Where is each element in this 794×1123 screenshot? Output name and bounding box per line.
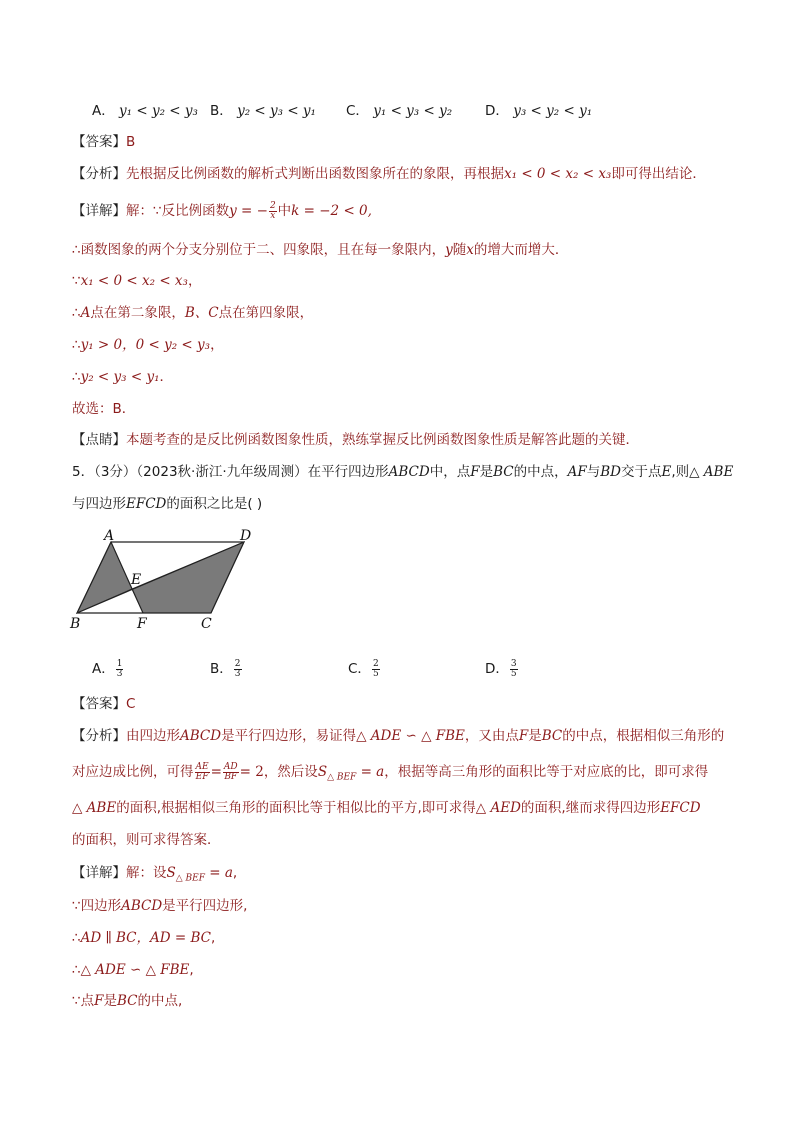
analysis-text: 由四边形 — [126, 728, 180, 744]
detail-tag: 【详解】 — [72, 203, 126, 219]
equals: = — [210, 764, 222, 780]
stem-text: 的中点， — [513, 464, 568, 480]
option-a-label: A． — [92, 661, 115, 677]
points-bc: B、C — [184, 305, 219, 321]
q4-answer — [72, 132, 135, 152]
analysis-text: 的中点，根据相似三角形的 — [562, 728, 725, 744]
detail-k: k = −2 < 0, — [291, 203, 372, 219]
detail-abcd: ABCD — [121, 898, 163, 914]
q4-choose: 故选：B． — [72, 401, 136, 417]
option-d-label: D． — [485, 103, 509, 119]
detail-text: , — [210, 930, 216, 946]
label-f: F — [137, 616, 147, 632]
option-a-expr: y₁ < y₂ < y₃ — [119, 103, 198, 119]
stem-abcd: ABCD — [388, 464, 430, 480]
quad-text-1: 点在第二象限， — [90, 305, 185, 321]
area-s: S — [166, 865, 176, 881]
detail-tag: 【详解】 — [72, 865, 126, 881]
analysis-text-end: 即可得出结论． — [611, 166, 706, 182]
since-symbol: ∵ — [72, 273, 81, 289]
option-c-expr: y₁ < y₃ < y₂ — [373, 103, 453, 119]
therefore-symbol: ∴ — [72, 305, 81, 321]
option-b-expr: y₂ < y₃ < y₁ — [237, 103, 316, 119]
answer-value: C — [126, 696, 136, 712]
option-b-label: B． — [210, 103, 233, 119]
q5-stem-line-1 — [72, 462, 733, 482]
stem-text: 与 — [586, 464, 601, 480]
quad-text-2: 点在第四象限， — [218, 305, 314, 321]
similar-triangles: △ ADE ∽ △ FBE — [80, 962, 190, 978]
detail-text: 是平行四边形, — [162, 898, 248, 914]
branches-text-1: ∴函数图象的两个分支分别位于二、四象限，且在每一象限内， — [72, 242, 446, 258]
analysis-bc: BC — [541, 728, 563, 744]
option-c — [346, 101, 452, 121]
option-b — [210, 659, 243, 679]
triangle-abe-shaded — [77, 542, 132, 613]
analysis-text: 是平行四边形，易证得 — [221, 728, 357, 744]
detail-text: 是 — [103, 993, 117, 1009]
stem-bc: BC — [493, 464, 514, 480]
detail-text: 的中点, — [137, 993, 183, 1009]
label-a: A — [104, 528, 115, 544]
stem-bd: BD — [600, 464, 621, 480]
analysis-text: 是 — [528, 728, 542, 744]
option-d-expr: y₃ < y₂ < y₁ — [513, 103, 593, 119]
analysis-text: 先根据反比例函数的解析式判断出函数图象所在的象限，再根据 — [126, 166, 504, 182]
option-d — [485, 101, 592, 121]
detail-func-fraction: $\frac{2}{x}$ — [269, 200, 276, 221]
q5-answer — [72, 694, 135, 714]
stem-text: 中，点 — [429, 464, 471, 480]
q4-branches-line — [72, 240, 568, 260]
option-d-fraction: $\frac{3}{5}$ — [510, 658, 517, 679]
analysis-abcd: ABCD — [180, 728, 222, 744]
option-d-label: D． — [485, 661, 509, 677]
triangle-abe: △ ABE — [72, 800, 117, 816]
answer-tag: 【答案】 — [72, 696, 126, 712]
area-s: S — [317, 764, 328, 780]
detail-text: 解：设 — [126, 865, 167, 881]
result-math: y₂ < y₃ < y₁ — [80, 369, 160, 385]
parallel-equal: AD ∥ BC，AD = BC — [80, 930, 211, 946]
analysis-tag: 【分析】 — [72, 728, 126, 744]
detail-f: F — [94, 993, 104, 1009]
q4-quadrant-line — [72, 303, 313, 323]
q5-detail-line-3 — [72, 928, 215, 948]
analysis-text: ，然后设 — [263, 764, 318, 780]
q5-detail-line-4 — [72, 960, 194, 980]
therefore-symbol: ∴ — [72, 369, 81, 385]
option-c-label: C． — [348, 661, 371, 677]
since-suffix: ， — [187, 273, 202, 289]
detail-func-lhs: y = − — [229, 203, 268, 219]
q5-analysis-line-1 — [72, 726, 724, 746]
q5-analysis-line-4: 的面积，则可求得答案． — [72, 832, 221, 848]
q4-analysis — [72, 164, 706, 184]
label-c: C — [201, 616, 212, 632]
analysis-math: x₁ < 0 < x₂ < x₃ — [504, 166, 612, 182]
area-value: = a — [356, 764, 385, 780]
since-math: x₁ < 0 < x₂ < x₃ — [80, 273, 188, 289]
y-math: y₁ > 0，0 < y₂ < y₃ — [80, 337, 211, 353]
comment-tag: 【点睛】 — [72, 432, 126, 448]
comment-text: 本题考查的是反比例函数图象性质，熟练掌握反比例函数图象性质是解答此题的关键． — [126, 432, 639, 448]
option-a-fraction: $\frac{1}{3}$ — [116, 658, 123, 679]
option-a-label: A． — [92, 103, 115, 119]
stem-e: E — [661, 464, 672, 480]
answer-tag: 【答案】 — [72, 134, 126, 150]
detail-text: , — [189, 962, 194, 978]
y-suffix: ， — [210, 337, 224, 353]
area-subscript: △ BEF — [175, 873, 205, 884]
therefore-symbol: ∴ — [72, 930, 81, 946]
area-subscript: △ BEF — [327, 772, 357, 783]
detail-text: ∵点 — [72, 993, 95, 1009]
analysis-text: ，又由点 — [464, 728, 519, 744]
q4-y-line — [72, 335, 224, 355]
option-d — [485, 659, 519, 679]
q4-since-line — [72, 271, 201, 291]
stem-af: AF — [567, 464, 587, 480]
option-a — [92, 659, 124, 679]
option-b-label: B． — [210, 661, 233, 677]
parallelogram-figure — [66, 526, 296, 636]
q4-detail — [72, 201, 372, 221]
q5-stem-line-2 — [72, 494, 262, 514]
option-b — [210, 101, 316, 121]
stem-text: 是 — [479, 464, 494, 480]
q5-analysis-line-2 — [72, 762, 708, 788]
detail-intro: 解：∵反比例函数 — [126, 203, 230, 219]
detail-bc: BC — [116, 993, 138, 1009]
detail-mid: 中 — [277, 203, 292, 219]
q5-detail-line-2 — [72, 896, 247, 916]
area-value: = a — [204, 865, 233, 881]
quad-efcd: EFCD — [660, 800, 701, 816]
result-suffix: ． — [159, 369, 173, 385]
option-a — [92, 101, 198, 121]
label-e: E — [131, 572, 142, 588]
stem-text: 5．（3分）（2023秋·浙江·九年级周测）在平行四边形 — [72, 464, 389, 480]
branches-text-2: 随 — [452, 242, 467, 258]
stem-f: F — [470, 464, 480, 480]
analysis-similar: △ ADE ∽ △ FBE — [356, 728, 465, 744]
stem-abe: △ ABE — [689, 464, 734, 480]
stem-text: ,则 — [671, 464, 690, 480]
q4-comment — [72, 430, 639, 450]
q4-result-line — [72, 367, 173, 387]
analysis-text: 的面积,根据相似三角形的面积比等于相似比的平方,即可求得 — [116, 800, 476, 816]
fraction-ad-bf: $\frac{AD}{BF}$ — [223, 761, 238, 782]
analysis-text: 对应边成比例，可得 — [72, 764, 194, 780]
q5-detail-line-1 — [72, 863, 237, 889]
option-c — [348, 659, 381, 679]
triangle-aed: △ AED — [475, 800, 521, 816]
option-c-fraction: $\frac{2}{5}$ — [372, 658, 379, 679]
detail-text: , — [232, 865, 238, 881]
q5-detail-line-5 — [72, 991, 182, 1011]
stem-text: 交于点 — [620, 464, 662, 480]
label-b: B — [70, 616, 81, 632]
analysis-text: 的面积,继而求得四边形 — [520, 800, 661, 816]
option-c-label: C． — [346, 103, 369, 119]
stem-text: 与四边形 — [72, 496, 126, 512]
stem-text: 的面积之比是( ) — [166, 496, 263, 512]
detail-text: ∵四边形 — [72, 898, 122, 914]
branches-text-3: 的增大而增大． — [473, 242, 569, 258]
therefore-symbol: ∴ — [72, 962, 81, 978]
answer-value: B — [126, 134, 136, 150]
therefore-symbol: ∴ — [72, 337, 81, 353]
fraction-ae-ef: $\frac{AE}{EF}$ — [195, 761, 209, 782]
ratio-value: = 2 — [239, 764, 264, 780]
branches-y: y — [445, 242, 453, 258]
point-a: A — [80, 305, 91, 321]
label-d: D — [240, 528, 252, 544]
analysis-f: F — [518, 728, 529, 744]
q5-analysis-line-3 — [72, 798, 701, 818]
branches-x: x — [466, 242, 474, 258]
analysis-tag: 【分析】 — [72, 166, 126, 182]
stem-efcd: EFCD — [126, 496, 167, 512]
option-b-fraction: $\frac{2}{3}$ — [234, 658, 241, 679]
analysis-text: ，根据等高三角形的面积比等于对应底的比，即可求得 — [384, 764, 709, 780]
